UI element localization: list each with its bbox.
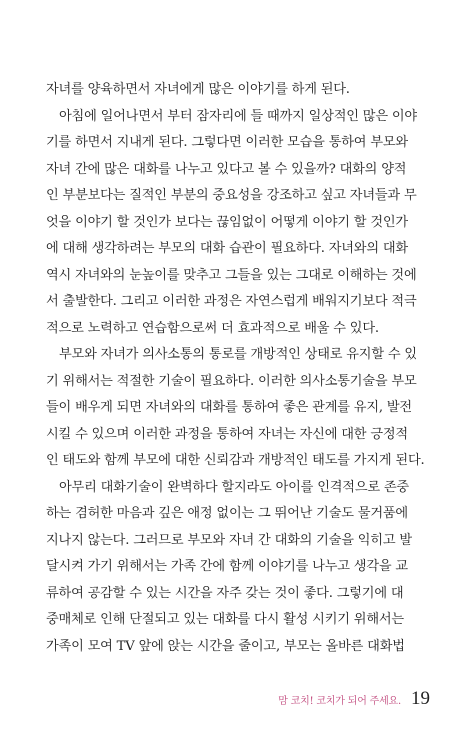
text-line: 역시 자녀와의 눈높이를 맞추고 그들을 있는 그대로 이해하는 것에 bbox=[46, 267, 417, 283]
text-line: 들이 배우게 되면 자녀와의 대화를 통하여 좋은 관계를 유지, 발전 bbox=[46, 400, 412, 415]
page-number: 19 bbox=[411, 688, 430, 709]
text-line: 엇을 이야기 할 것인가 보다는 끊임없이 어떻게 이야기 할 것인가 bbox=[46, 214, 408, 230]
text-line: 아무리 대화기술이 완벽하다 할지라도 아이를 인격적으로 존중 bbox=[59, 479, 409, 495]
text-line: 아침에 일어나면서 부터 잠자리에 들 때까지 일상적인 많은 이야 bbox=[59, 108, 417, 124]
body-text bbox=[46, 77, 430, 660]
text-line: 가족이 모여 TV 앞에 앉는 시간을 줄이고, 부모는 올바른 대화법 bbox=[46, 638, 405, 654]
text-line: 시킬 수 있으며 이러한 과정을 통하여 자녀는 자신에 대한 긍정적 bbox=[46, 426, 408, 442]
text-line: 류하여 공감할 수 있는 시간을 자주 갖는 것이 좋다. 그렇기에 대 bbox=[46, 585, 404, 601]
text-line: 지나지 않는다. 그러므로 부모와 자녀 간 대화의 기술을 익히고 발 bbox=[46, 532, 412, 548]
page-footer bbox=[0, 688, 430, 714]
text-line: 기 위해서는 적절한 기술이 필요하다. 이러한 의사소통기술을 부모 bbox=[46, 373, 417, 389]
text-line: 서 출발한다. 그리고 이러한 과정은 자연스럽게 배워지기보다 적극 bbox=[46, 294, 417, 309]
text-line: 중매체로 인해 단절되고 있는 대화를 다시 활성 시키기 위해서는 bbox=[46, 612, 404, 627]
text-line: 기를 하면서 지내게 된다. 그렇다면 이러한 모습을 통하여 부모와 bbox=[46, 135, 408, 150]
text-line: 인 태도와 함께 부모에 대한 신뢰감과 개방적인 태도를 가지게 된다. bbox=[46, 453, 425, 468]
text-line: 하는 겸허한 마음과 깊은 애정 없이는 그 뛰어난 기술도 물거품에 bbox=[46, 506, 408, 521]
text-line: 달시켜 가기 위해서는 가족 간에 함께 이야기를 나누고 생각을 교 bbox=[46, 559, 408, 574]
text-line: 자녀를 양육하면서 자녀에게 많은 이야기를 하게 된다. bbox=[46, 82, 350, 97]
text-line: 인 부분보다는 질적인 부분의 중요성을 강조하고 싶고 자녀들과 무 bbox=[46, 188, 417, 203]
text-line: 부모와 자녀가 의사소통의 통로를 개방적인 상태로 유지할 수 있 bbox=[59, 347, 417, 362]
running-title: 맘 코치! 코치가 되어 주세요. bbox=[278, 696, 401, 707]
text-line: 적으로 노력하고 연습함으로써 더 효과적으로 배울 수 있다. bbox=[46, 320, 379, 336]
text-line: 자녀 간에 많은 대화를 나누고 있다고 볼 수 있을까? 대화의 양적 bbox=[46, 161, 407, 177]
text-line: 에 대해 생각하려는 부모의 대화 습관이 필요하다. 자녀와의 대화 bbox=[46, 241, 408, 256]
